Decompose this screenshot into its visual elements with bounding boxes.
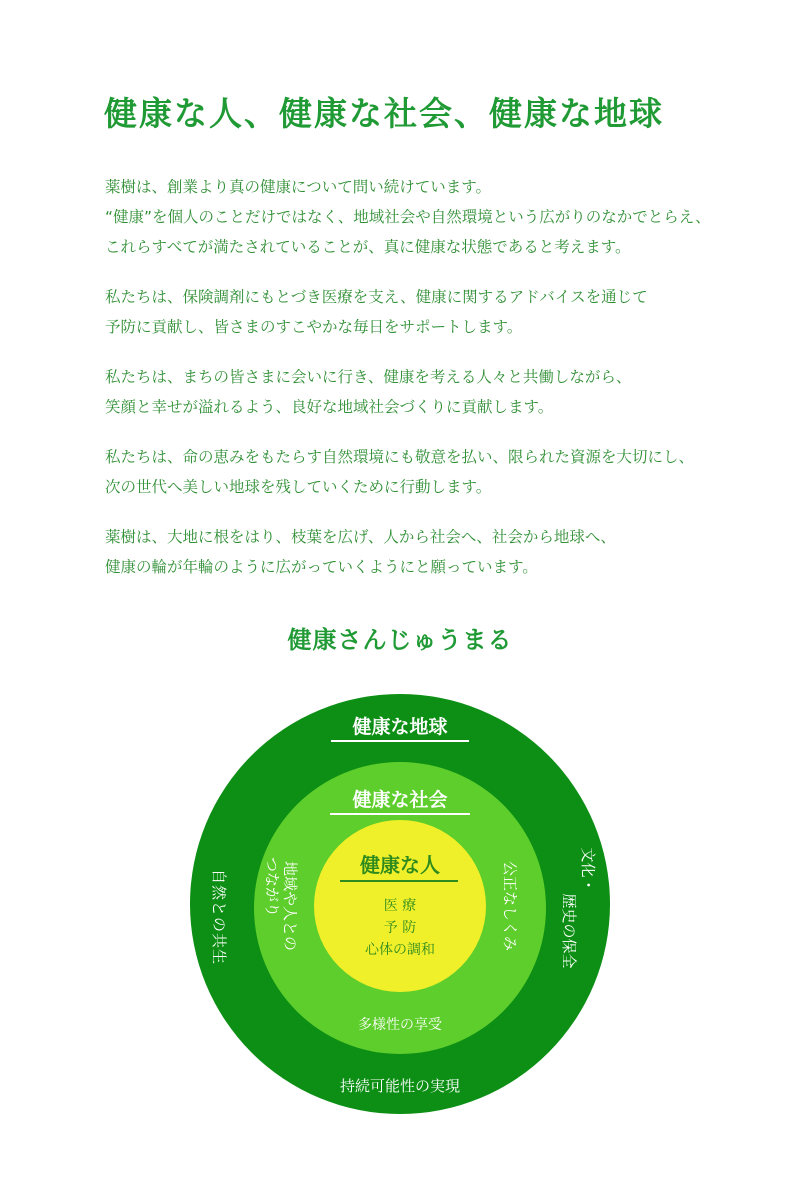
- paragraph: [105, 282, 765, 342]
- paragraph-line: 私たちは、まちの皆さまに会いに行き、健康を考える人々と共働しながら、: [105, 368, 632, 386]
- paragraph-line: 予防に貢献し、皆さまのすこやかな毎日をサポートします。: [105, 318, 523, 336]
- paragraph-line: “健康”を個人のことだけではなく、地域社会や自然環境という広がりのなかでとらえ、: [105, 208, 711, 226]
- paragraph-line: 私たちは、保険調剤にもとづき医療を支え、健康に関するアドバイスを通じて: [105, 288, 648, 306]
- middle-left-label-line2: つながり: [263, 856, 281, 918]
- outer-left-label: 自然との共生: [210, 868, 228, 966]
- inner-line-prevention: 予 防: [383, 920, 417, 936]
- outer-circle-label: 健康な地球: [352, 716, 448, 738]
- middle-left-label-line1: 地域や人との: [281, 860, 299, 952]
- paragraph-line: これらすべてが満たされていることが、真に健康な状態であると考えます。: [105, 238, 631, 256]
- paragraph-line: 私たちは、命の恵みをもたらす自然環境にも敬意を払い、限られた資源を大切にし、: [105, 448, 695, 466]
- paragraph-line: 次の世代へ美しい地球を残していくために行動します。: [105, 478, 492, 496]
- paragraph: [105, 522, 765, 582]
- paragraph: [105, 442, 765, 502]
- concentric-circles-diagram: [190, 694, 610, 1114]
- diagram-title: 健康さんじゅうまる: [287, 626, 513, 654]
- outer-right-label-line2: 歴史の保全: [560, 893, 578, 969]
- page-title: 健康な人、健康な社会、健康な地球: [104, 94, 664, 133]
- inner-line-medical: 医 療: [383, 898, 417, 914]
- paragraph-line: 薬樹は、創業より真の健康について問い続けています。: [105, 178, 491, 196]
- middle-right-label: 公正なしくみ: [501, 860, 519, 952]
- inner-line-harmony: 心体の調和: [365, 942, 435, 958]
- middle-bottom-label: 多様性の享受: [358, 1017, 442, 1033]
- paragraph-line: 健康の輪が年輪のように広がっていくようにと願っています。: [105, 558, 538, 576]
- paragraph-line: 薬樹は、大地に根をはり、枝葉を広げ、人から社会へ、社会から地球へ、: [105, 528, 616, 546]
- inner-circle-label: 健康な人: [360, 853, 440, 877]
- paragraph-line: 笑顔と幸せが溢れるよう、良好な地域社会づくりに貢献します。: [105, 398, 554, 416]
- outer-bottom-label: 持続可能性の実現: [339, 1077, 461, 1095]
- middle-circle-label: 健康な社会: [352, 789, 448, 811]
- paragraph: [105, 362, 765, 422]
- intro-text: [105, 172, 765, 602]
- paragraph: [105, 172, 765, 262]
- outer-right-label-line1: 文化・: [579, 847, 597, 893]
